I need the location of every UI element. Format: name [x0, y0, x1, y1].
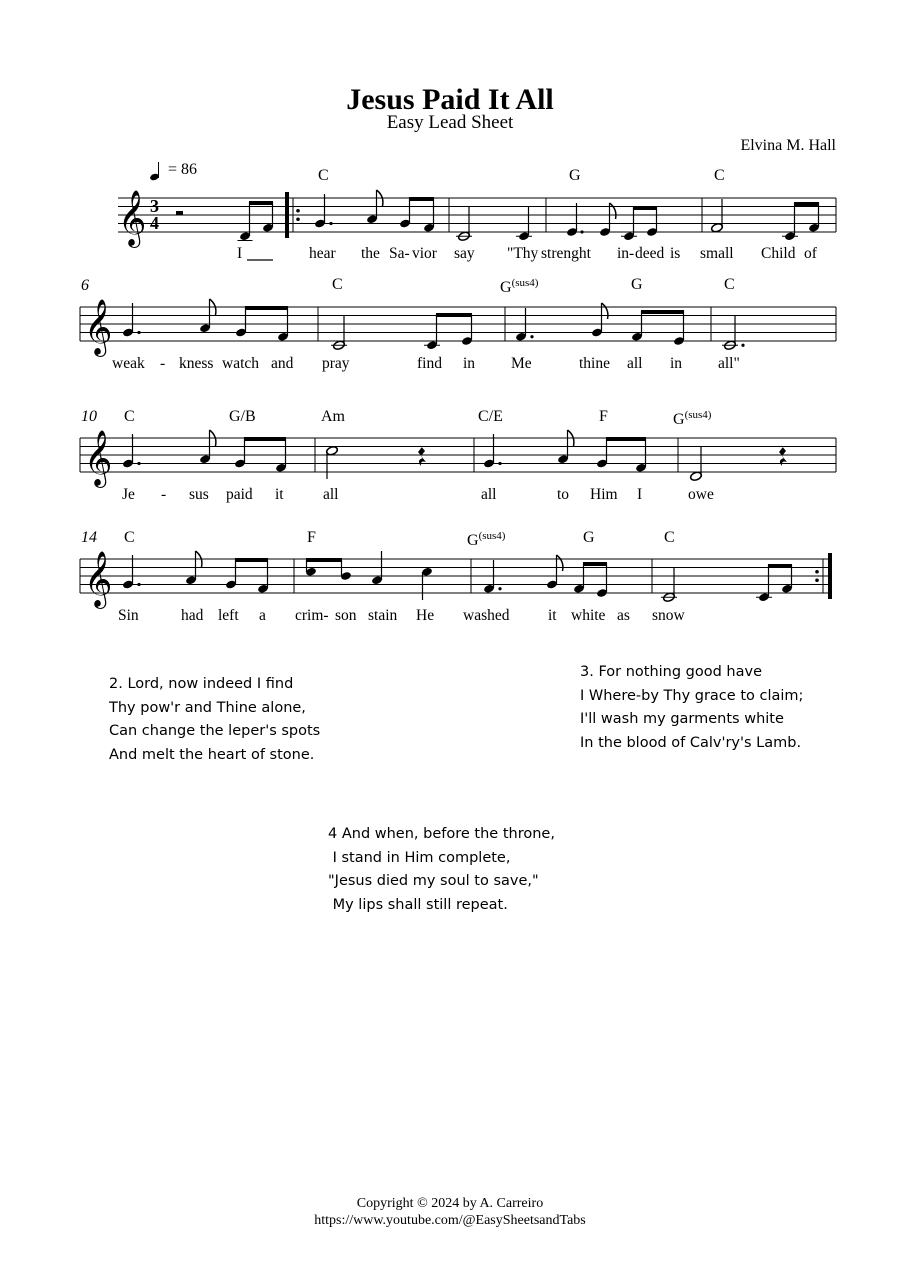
staff-system-2	[0, 290, 900, 360]
verse-line: I stand in Him complete,	[328, 849, 511, 866]
lyric-syllable: son	[335, 607, 357, 624]
verse-line: 2. Lord, now indeed I find	[109, 676, 294, 692]
tempo-value: = 86	[168, 161, 198, 178]
lyric-syllable: had	[181, 607, 204, 624]
time-signature-top: 3	[150, 196, 159, 216]
chord-symbol: C/E	[478, 408, 503, 425]
treble-clef-icon: 𝄞	[84, 299, 113, 355]
lyric-syllable: Sin	[118, 607, 139, 624]
lyric-syllable: deed	[635, 245, 665, 262]
repeat-dot	[296, 209, 300, 213]
lyric-syllable: Child	[761, 245, 796, 262]
lyric-syllable: washed	[463, 607, 510, 624]
lyric-syllable: owe	[688, 486, 714, 503]
dot	[498, 587, 501, 590]
lyric-syllable: -	[160, 355, 166, 372]
chord-symbol: F	[599, 408, 608, 425]
song-title: Jesus Paid It All	[346, 83, 554, 116]
dot	[580, 230, 583, 233]
treble-clef-icon: 𝄞	[84, 430, 113, 486]
lyric-syllable: in-	[617, 245, 635, 262]
dot	[137, 462, 140, 465]
repeat-dot	[815, 578, 819, 582]
verse-3	[580, 661, 803, 755]
lyric-syllable: all	[323, 486, 339, 503]
repeat-dot	[815, 570, 819, 574]
note-flag	[602, 303, 608, 319]
lyric-syllable: weak	[112, 355, 145, 372]
lyric-syllable: as	[617, 607, 630, 624]
chord-symbol: C	[714, 167, 725, 184]
verse-line: Thy pow'r and Thine alone,	[109, 699, 306, 716]
lyric-syllable: say	[454, 245, 475, 262]
chord-symbol: C	[664, 529, 675, 546]
treble-clef-icon: 𝄞	[118, 190, 147, 246]
lyric-syllable: paid	[226, 486, 253, 503]
lyric-syllable: of	[804, 245, 817, 262]
note-flag	[610, 203, 616, 219]
lyric-syllable: Je	[122, 486, 135, 503]
measure-number: 10	[81, 408, 97, 425]
lyric-syllable: -	[161, 486, 167, 503]
dot	[530, 335, 533, 338]
lyric-syllable: white	[571, 607, 606, 624]
lyric-syllable: all	[481, 486, 497, 503]
dot	[498, 462, 501, 465]
lyric-syllable: is	[670, 245, 681, 262]
lyric-syllable: He	[416, 607, 435, 624]
verse-2	[109, 673, 320, 767]
staff-system-3	[0, 420, 900, 490]
lyric-syllable: kness	[179, 355, 214, 372]
lyric-syllable: in	[463, 355, 476, 372]
song-subtitle: Easy Lead Sheet	[386, 112, 514, 133]
lyric-syllable: left	[218, 607, 239, 624]
copyright-notice: Copyright © 2024 by A. Carreiro	[356, 1196, 544, 1211]
half-rest-icon	[176, 211, 183, 215]
lyric-syllable: and	[271, 355, 294, 372]
chord-symbol: C	[124, 408, 135, 425]
lyric-syllable: watch	[222, 355, 260, 372]
lyric-syllable: crim-	[295, 607, 329, 624]
lyric-syllable: hear	[309, 245, 336, 262]
lyric-syllable: strenght	[541, 245, 591, 262]
chord-symbol: C	[124, 529, 135, 546]
verse-line: I Where-by Thy grace to claim;	[580, 687, 804, 704]
verse-line: 4 And when, before the throne,	[328, 826, 555, 842]
lyric-syllable: Me	[511, 355, 532, 372]
verse-line: "Jesus died my soul to save,"	[328, 873, 539, 889]
lyric-syllable: vior	[412, 245, 437, 262]
chord-symbol: $G^{(sus4)}$	[673, 409, 712, 428]
lyric-syllable: find	[417, 355, 442, 372]
lyric-syllable: to	[557, 486, 570, 503]
lyric-syllable: the	[361, 245, 380, 262]
lyric-syllable: I	[637, 486, 643, 503]
repeat-dot	[296, 217, 300, 221]
lyric-syllable: all"	[718, 355, 740, 372]
verse-line: My lips shall still repeat.	[328, 896, 508, 913]
dot	[329, 222, 332, 225]
verse-line: 3. For nothing good have	[580, 664, 763, 680]
chord-symbol: G/B	[229, 408, 256, 425]
time-signature-bottom: 4	[150, 213, 159, 233]
chord-symbol: G	[631, 276, 643, 293]
lyric-syllable: Him	[590, 486, 618, 503]
dot	[137, 331, 140, 334]
lyric-extender	[247, 258, 275, 262]
lyric-syllable: snow	[652, 607, 685, 624]
chord-symbol: C	[724, 276, 735, 293]
dot	[741, 344, 744, 347]
verse-4	[328, 823, 555, 917]
composer-credit: Elvina M. Hall	[740, 137, 836, 154]
treble-clef-icon: 𝄞	[84, 551, 113, 607]
staff-system-1	[0, 160, 900, 250]
lyric-syllable: sus	[189, 486, 209, 503]
verse-line: Can change the leper's spots	[109, 723, 321, 739]
measure-number: 14	[81, 529, 97, 546]
dot	[137, 583, 140, 586]
chord-symbol: C	[318, 167, 329, 184]
lyric-syllable: in	[670, 355, 683, 372]
lyric-syllable: small	[700, 245, 734, 262]
chord-symbol: $G^{(sus4)}$	[500, 277, 539, 296]
verse-line: I'll wash my garments white	[580, 711, 784, 727]
chord-symbol: Am	[321, 408, 345, 425]
lyric-syllable: it	[275, 486, 284, 503]
lyric-syllable: pray	[322, 355, 350, 372]
note-flag	[557, 555, 563, 571]
lyric-syllable: it	[548, 607, 557, 624]
lyric-syllable: thine	[579, 355, 610, 372]
lyric-syllable: Sa-	[389, 245, 410, 262]
lyric-syllable: I	[237, 245, 243, 262]
footer-url: https://www.youtube.com/@EasySheetsandTabs	[314, 1213, 586, 1228]
lyric-syllable: stain	[368, 607, 398, 624]
lyric-syllable: a	[259, 607, 266, 624]
verse-line: And melt the heart of stone.	[109, 746, 315, 763]
chord-symbol: G	[569, 167, 581, 184]
chord-symbol: $G^{(sus4)}$	[467, 530, 506, 549]
lyric-syllable: all	[627, 355, 643, 372]
chord-symbol: G	[583, 529, 595, 546]
chord-symbol: C	[332, 276, 343, 293]
lyric-syllable: "Thy	[507, 245, 539, 262]
verse-line: In the blood of Calv'ry's Lamb.	[580, 734, 802, 751]
chord-symbol: F	[307, 529, 316, 546]
staff-system-4	[0, 540, 900, 612]
measure-number: 6	[81, 277, 89, 294]
